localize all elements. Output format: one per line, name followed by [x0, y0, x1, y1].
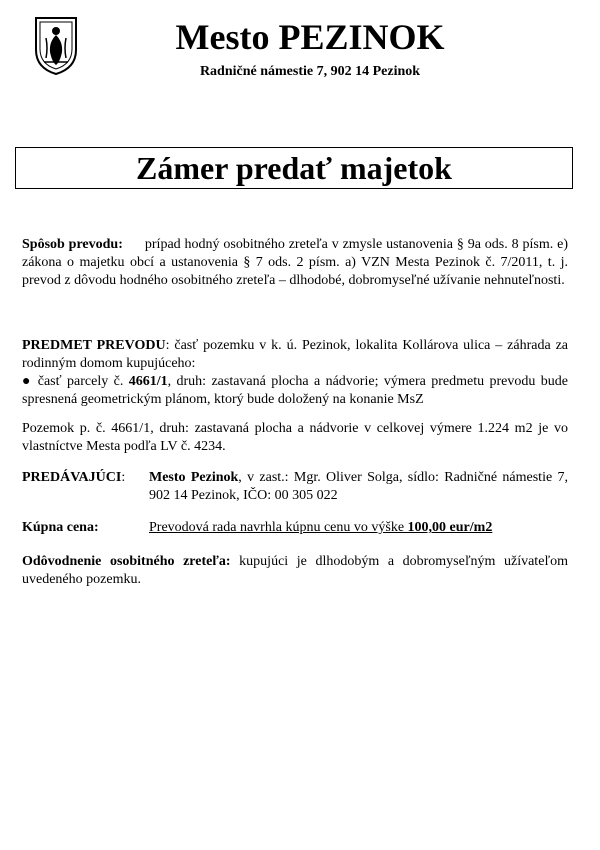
transfer-method-text-rest: e) zákona o majetku obcí a ustanovenia § 7 ods. 2 písm. a) VZN Mesta Pezinok č. 7/2011, t. j. prevod z dôvodu hodného osobitného zreteľa – dlhodobé, dobromyseľné užívanie nehnuteľnosti. — [22, 237, 568, 288]
subject-item-rest: , druh: zastavaná plocha a nádvorie; výmera predmetu prevodu bude spresnená geometrickým plánom, ktorý bude doložený na konanie MsZ — [22, 374, 568, 407]
seller-name: Mesto Pezinok — [149, 470, 239, 485]
price-label: Kúpna cena: — [22, 520, 99, 535]
subject-item-prefix: časť parcely č. — [32, 374, 129, 389]
price-amount: 100,00 eur/m2 — [407, 520, 493, 535]
justification-label: Odôvodnenie osobitného zreteľa: — [22, 554, 231, 569]
subject-section — [22, 337, 568, 409]
justification-text: kupujúci je dlhodobým a dobromyseľným užívateľom uvedeného pozemku. — [22, 554, 568, 587]
seller-label: PREDÁVAJÚCI — [22, 470, 122, 485]
transfer-method-section — [22, 236, 568, 290]
parcel-number: 4661/1 — [128, 374, 168, 389]
price-section — [22, 519, 568, 537]
parcel-note: Pozemok p. č. 4661/1, druh: zastavaná plocha a nádvorie v celkovej výmere 1.224 m2 je vo vlastníctve Mesta podľa LV č. 4234. — [22, 421, 568, 454]
bullet-icon: ● — [22, 374, 33, 389]
seller-details: , v zast.: Mgr. Oliver Solga, sídlo: Radničné námestie 7, 902 14 Pezinok, IČO: 00 305 022 — [149, 470, 568, 503]
seller-label-colon: : — [121, 470, 126, 485]
subject-text: : časť pozemku v k. ú. Pezinok, lokalita Kollárova ulica – záhrada za rodinným domom kupujúceho: — [22, 338, 568, 371]
town-title: Mesto PEZINOK — [175, 17, 445, 57]
seller-section — [22, 469, 568, 505]
subject-label: PREDMET PREVODU — [22, 338, 166, 353]
transfer-method-text-first: prípad hodný osobitného zreteľa v zmysle ustanovenia § 9a ods. 8 písm. — [144, 237, 554, 252]
justification-section — [22, 553, 568, 589]
town-address: Radničné námestie 7, 902 14 Pezinok — [199, 64, 421, 79]
price-text: Prevodová rada navrhla kúpnu cenu vo výške — [149, 520, 408, 535]
document-title-box — [15, 147, 573, 189]
transfer-method-label: Spôsob prevodu: — [22, 237, 123, 252]
document-title: Zámer predať majetok — [136, 150, 452, 186]
